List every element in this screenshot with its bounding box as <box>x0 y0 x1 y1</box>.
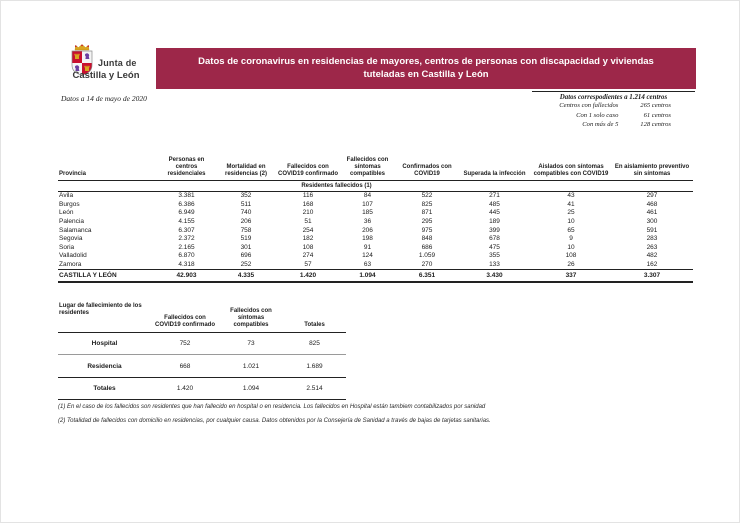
value-cell: 271 <box>489 192 500 200</box>
banner-title-line1: Datos de coronavirus en residencias de mayores, centros de personas con discapacidad y viviendas <box>198 56 654 67</box>
value-cell: 10 <box>567 243 575 251</box>
value-cell: 678 <box>489 235 500 243</box>
value-cell: 1.094 <box>219 378 283 400</box>
row-label-cell: Segovia <box>59 235 83 243</box>
value-cell: 254 <box>302 226 314 234</box>
value-cell: 108 <box>302 243 314 251</box>
provinces-table-body <box>58 191 693 282</box>
value-cell: 116 <box>302 192 314 200</box>
footnote-1: (1) En el caso de los fallecidos son residentes que han fallecido en hospital o en residencia. Los fallecidos en Hospital están tambiem contabilizados por sanidad <box>58 404 486 410</box>
value-cell: 1.059 <box>418 252 436 260</box>
value-cell: 4.155 <box>178 218 195 226</box>
centers-summary-title: Datos correspodientes a 1.214 centros <box>532 91 695 101</box>
value-cell: 283 <box>646 235 658 243</box>
col-header-personas: Personas en centros residenciales <box>158 141 215 181</box>
value-cell: 73 <box>219 333 283 355</box>
value-cell: 975 <box>421 226 433 234</box>
value-cell: 2.372 <box>178 235 195 243</box>
value-cell: 185 <box>362 209 373 217</box>
table-row <box>58 333 346 355</box>
value-cell: 6.307 <box>178 226 195 234</box>
value-cell: 25 <box>567 209 575 217</box>
value-cell: 274 <box>302 252 314 260</box>
value-cell: 2.165 <box>178 243 195 251</box>
value-cell: 511 <box>240 200 252 208</box>
row-label-cell: Ávila <box>59 192 74 200</box>
value-cell: 182 <box>302 235 314 243</box>
table-row <box>58 252 693 261</box>
row-label-cell: Salamanca <box>59 226 92 234</box>
value-cell: 825 <box>283 333 346 355</box>
banner-title-line2: tuteladas en Castilla y León <box>363 68 489 80</box>
row-label-cell: Zamora <box>59 261 82 269</box>
col-header-confirmados: Confirmados con COVID19 <box>396 141 458 181</box>
total-row <box>58 269 693 282</box>
table-row <box>58 243 693 252</box>
value-cell: 133 <box>489 261 500 269</box>
centers-row-value: 128 centros <box>640 121 671 128</box>
group-header-residentes-fallecidos: Residentes fallecidos (1) <box>277 181 396 192</box>
row-label-cell: León <box>59 209 74 217</box>
col-header-superada: Superada la infección <box>458 141 531 181</box>
value-cell: 189 <box>489 218 500 226</box>
value-cell: 26 <box>567 261 575 269</box>
group-header-spacer <box>396 181 693 192</box>
value-cell: 108 <box>565 252 577 260</box>
footnote-2: (2) Totalidad de fallecidos con domicilio en residencias, por cualquier causa. Datos obtenidos por la Consejería de Sanidad a través de bajas de tarjetas sanitarias. <box>58 418 491 424</box>
value-cell: 1.021 <box>219 355 283 378</box>
centers-row-label: Con más de 5 <box>582 121 619 128</box>
col-header-fallecidos-covid: Fallecidos con COVID19 confirmado <box>151 293 219 333</box>
value-cell: 871 <box>421 209 433 217</box>
value-cell: 65 <box>567 226 575 234</box>
col-header-provincia: Provincia <box>58 141 158 181</box>
value-cell: 263 <box>646 243 658 251</box>
value-cell: 758 <box>240 226 252 234</box>
row-label-cell: Hospital <box>58 333 151 355</box>
centers-summary-row <box>532 111 695 121</box>
value-cell: 168 <box>302 200 314 208</box>
group-header-spacer <box>58 181 277 192</box>
centers-row-label: Con 1 solo caso <box>576 111 619 119</box>
row-label-cell: Palencia <box>59 218 84 226</box>
value-cell: 84 <box>363 192 372 200</box>
total-row <box>58 378 346 400</box>
value-cell: 270 <box>421 261 433 269</box>
value-cell: 355 <box>489 252 500 260</box>
col-header-lugar: Lugar de fallecimiento de los residentes <box>58 293 151 333</box>
value-cell: 43 <box>567 192 575 200</box>
row-label-cell: Totales <box>58 378 151 400</box>
logo-text-line1: Junta de <box>98 58 137 68</box>
value-cell: 210 <box>302 209 314 217</box>
table-row <box>58 200 693 209</box>
value-cell: 252 <box>240 261 252 269</box>
banner <box>156 48 696 89</box>
value-cell: 1.094 <box>339 269 396 282</box>
value-cell: 519 <box>240 235 252 243</box>
value-cell: 4.335 <box>215 269 277 282</box>
value-cell: 352 <box>240 192 252 200</box>
col-header-fallecidos-sintomas: Fallecidos con síntomas compatibles <box>339 141 396 181</box>
value-cell: 10 <box>567 218 575 226</box>
value-cell: 6.386 <box>178 200 195 208</box>
col-header-fallecidos-covid: Fallecidos con COVID19 confirmado <box>277 141 339 181</box>
centers-summary-row <box>532 101 695 111</box>
value-cell: 825 <box>421 200 433 208</box>
table-row <box>58 260 693 269</box>
row-label-cell: CASTILLA Y LEÓN <box>58 269 158 282</box>
value-cell: 3.307 <box>611 269 693 282</box>
row-label-cell: Soria <box>59 243 75 251</box>
centers-summary <box>532 91 695 130</box>
place-of-death-table-body <box>58 333 346 400</box>
centers-row-value: 265 centros <box>640 102 671 109</box>
table-row <box>58 355 346 378</box>
value-cell: 9 <box>569 235 573 243</box>
value-cell: 124 <box>362 252 373 260</box>
col-header-fallecidos-sintomas: Fallecidos con síntomas compatibles <box>219 293 283 333</box>
logo-text-line2: Castilla y León <box>72 70 140 81</box>
value-cell: 162 <box>646 261 658 269</box>
value-cell: 36 <box>363 218 372 226</box>
value-cell: 686 <box>421 243 433 251</box>
value-cell: 445 <box>489 209 500 217</box>
value-cell: 6.351 <box>396 269 458 282</box>
value-cell: 3.430 <box>458 269 531 282</box>
value-cell: 51 <box>304 218 312 226</box>
value-cell: 91 <box>363 243 372 251</box>
value-cell: 42.903 <box>158 269 215 282</box>
value-cell: 198 <box>362 235 373 243</box>
provinces-table <box>58 141 693 283</box>
value-cell: 295 <box>421 218 433 226</box>
value-cell: 337 <box>531 269 611 282</box>
value-cell: 57 <box>304 261 312 269</box>
value-cell: 301 <box>240 243 252 251</box>
group-header-row <box>58 181 693 192</box>
row-label-cell: Valladolid <box>59 252 87 260</box>
provinces-table-header-row <box>58 141 693 181</box>
value-cell: 206 <box>240 218 252 226</box>
value-cell: 1.420 <box>277 269 339 282</box>
table-row <box>58 191 693 200</box>
report-date: Datos a 14 de mayo de 2020 <box>61 94 147 103</box>
place-of-death-table <box>58 293 346 400</box>
value-cell: 6.870 <box>178 252 195 260</box>
value-cell: 740 <box>240 209 252 217</box>
value-cell: 63 <box>363 261 372 269</box>
table-row <box>58 217 693 226</box>
value-cell: 522 <box>421 192 433 200</box>
col-header-aislamiento-preventivo: En aislamiento preventivo sin síntomas <box>611 141 693 181</box>
value-cell: 206 <box>362 226 373 234</box>
value-cell: 300 <box>646 218 658 226</box>
centers-summary-row <box>532 120 695 130</box>
table-row <box>58 234 693 243</box>
value-cell: 752 <box>151 333 219 355</box>
col-header-mortalidad: Mortalidad en residencias (2) <box>215 141 277 181</box>
value-cell: 461 <box>646 209 658 217</box>
value-cell: 3.381 <box>178 192 195 200</box>
centers-row-value: 61 centros <box>643 111 671 119</box>
place-of-death-header-row <box>58 293 346 333</box>
value-cell: 468 <box>646 200 658 208</box>
row-label-cell: Residencia <box>58 355 151 378</box>
value-cell: 485 <box>489 200 500 208</box>
value-cell: 591 <box>646 226 658 234</box>
value-cell: 848 <box>421 235 433 243</box>
value-cell: 4.318 <box>178 261 195 269</box>
col-header-totales: Totales <box>283 293 346 333</box>
value-cell: 2.514 <box>283 378 346 400</box>
table-row <box>58 226 693 235</box>
value-cell: 107 <box>362 200 373 208</box>
value-cell: 1.420 <box>151 378 219 400</box>
value-cell: 399 <box>489 226 500 234</box>
value-cell: 41 <box>567 200 575 208</box>
col-header-aislados: Aislados con síntomas compatibles con COVID19 <box>531 141 611 181</box>
value-cell: 475 <box>489 243 500 251</box>
value-cell: 696 <box>240 252 252 260</box>
centers-row-label: Centros con fallecidos <box>559 102 619 109</box>
value-cell: 297 <box>646 192 658 200</box>
table-row <box>58 209 693 218</box>
value-cell: 1.689 <box>283 355 346 378</box>
value-cell: 6.949 <box>178 209 195 217</box>
value-cell: 668 <box>151 355 219 378</box>
row-label-cell: Burgos <box>59 200 80 208</box>
value-cell: 482 <box>646 252 658 260</box>
